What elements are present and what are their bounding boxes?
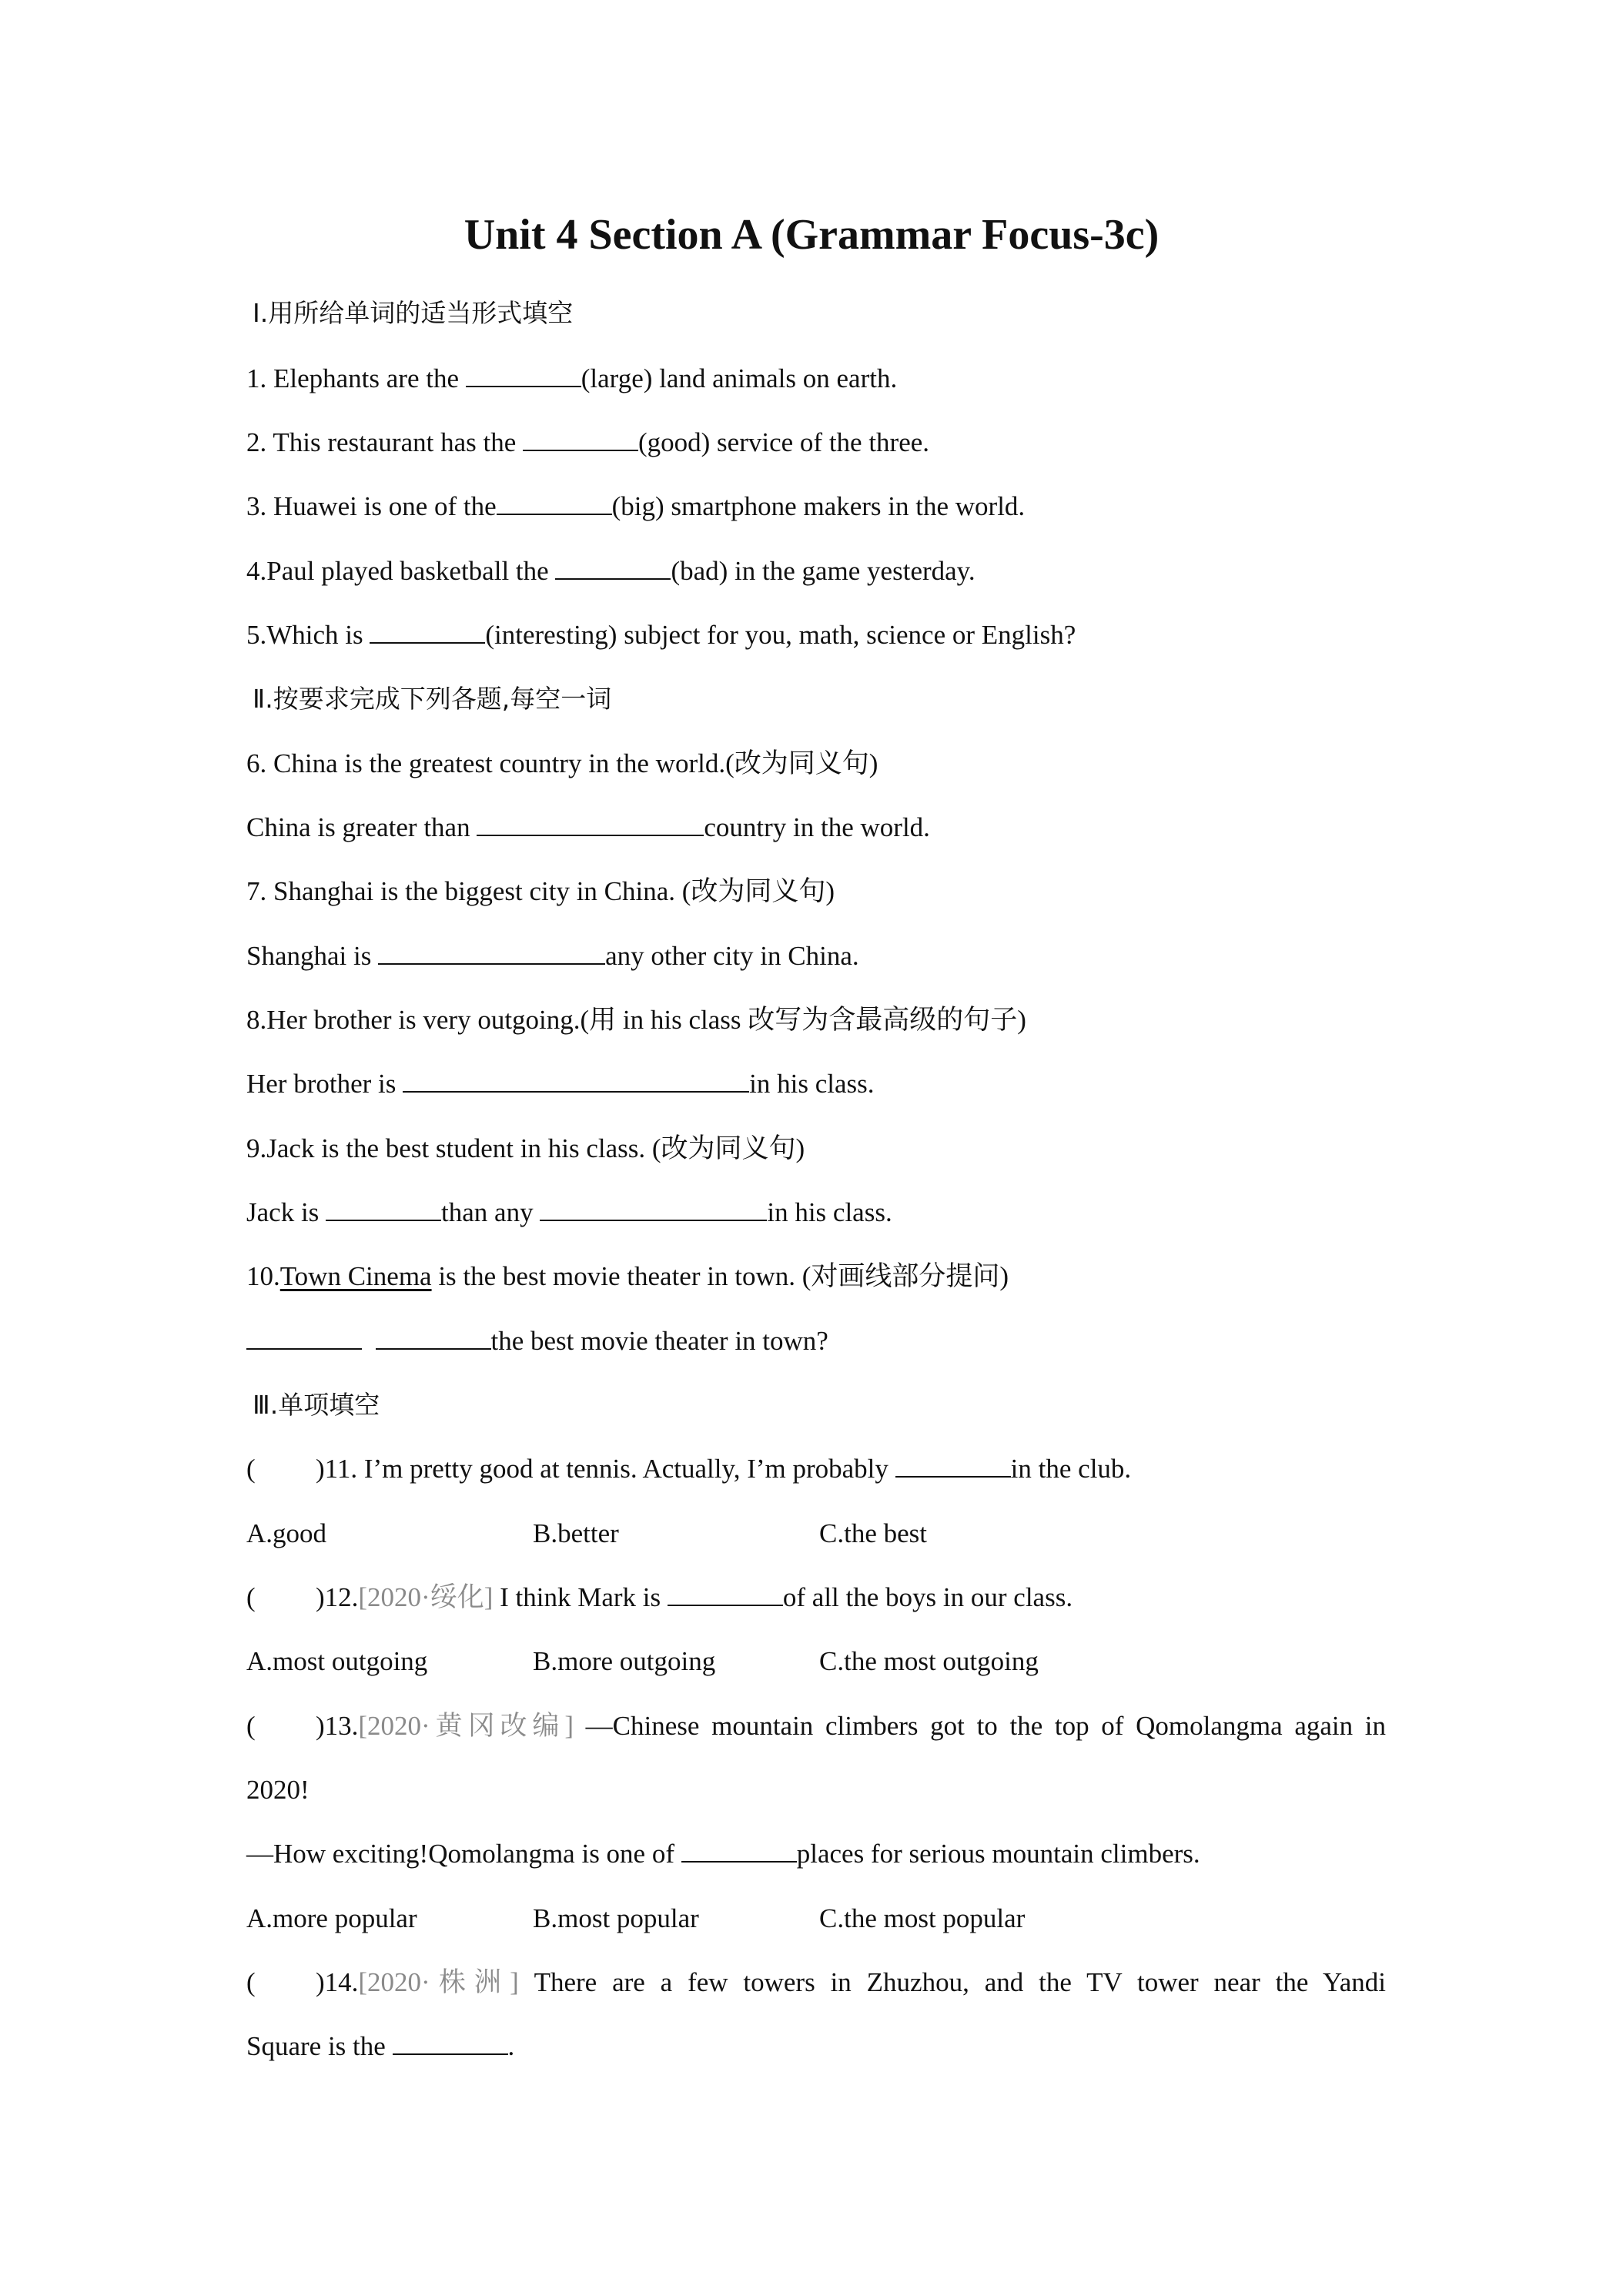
option-b[interactable]: B.better <box>533 1518 619 1548</box>
answer-blank[interactable] <box>378 939 605 965</box>
question-8-prompt: 8.Her brother is very outgoing.(用 in his class 改写为含最高级的句子) <box>246 1005 1026 1035</box>
option-b[interactable]: B.most popular <box>533 1903 699 1933</box>
question-5: 5.Which is (interesting) subject for you, math, science or English? <box>246 616 1386 654</box>
option-a[interactable]: A.good <box>246 1518 327 1548</box>
answer-blank[interactable] <box>326 1195 441 1221</box>
option-c[interactable]: C.the best <box>819 1518 927 1548</box>
answer-blank[interactable] <box>466 361 581 387</box>
answer-paren[interactable]: ( <box>246 1582 256 1612</box>
question-10-answer: the best movie theater in town? <box>246 1322 1386 1361</box>
question-9-prompt: 9.Jack is the best student in his class. (改为同义句) <box>246 1133 805 1163</box>
question-14-cont: Square is the . <box>246 2027 1386 2066</box>
question-8-answer: Her brother is in his class. <box>246 1065 1386 1103</box>
answer-blank[interactable] <box>681 1836 797 1863</box>
answer-paren[interactable]: ( <box>246 1967 256 1997</box>
question-13-options <box>246 1899 1386 1938</box>
question-6-answer: China is greater than country in the world. <box>246 808 1386 847</box>
answer-blank[interactable] <box>370 618 485 644</box>
question-10-prompt: 10.Town Cinema is the best movie theater in town. (对画线部分提问) <box>246 1261 1009 1291</box>
question-13: ( )13.[2020·黄冈改编] —Chinese mountain climbers got to the top of Qomolangma again in <box>246 1707 1386 1745</box>
question-9-answer: Jack is than any in his class. <box>246 1193 1386 1232</box>
question-7-prompt: 7. Shanghai is the biggest city in China. (改为同义句) <box>246 876 835 906</box>
option-a[interactable]: A.more popular <box>246 1903 417 1933</box>
section-heading-1: Ⅰ.用所给单词的适当形式填空 <box>253 298 574 328</box>
answer-blank[interactable] <box>497 489 612 515</box>
underlined-phrase: Town Cinema <box>279 1261 432 1291</box>
section-heading-3: Ⅲ.单项填空 <box>253 1390 380 1420</box>
question-3: 3. Huawei is one of the (big) smartphone makers in the world. <box>246 487 1386 526</box>
option-a[interactable]: A.most outgoing <box>246 1646 428 1676</box>
question-11: ( )11. I’m pretty good at tennis. Actually, I’m probably in the club. <box>246 1450 1386 1488</box>
answer-blank[interactable] <box>555 554 671 580</box>
source-tag: [2020·黄冈改编] <box>358 1711 574 1741</box>
answer-blank[interactable] <box>668 1580 783 1606</box>
question-12-options <box>246 1642 1386 1681</box>
question-13-cont: 2020! <box>246 1775 310 1805</box>
question-2: 2. This restaurant has the (good) service of the three. <box>246 423 1386 462</box>
answer-paren[interactable]: ( <box>246 1711 256 1741</box>
question-13-reply: —How exciting!Qomolangma is one of places for serious mountain climbers. <box>246 1835 1386 1873</box>
answer-blank[interactable] <box>403 1066 749 1093</box>
answer-blank[interactable] <box>523 425 638 451</box>
section-heading-2: Ⅱ.按要求完成下列各题,每空一词 <box>253 684 612 714</box>
answer-blank[interactable] <box>393 2029 508 2055</box>
answer-blank[interactable] <box>540 1195 767 1221</box>
question-7-answer: Shanghai is any other city in China. <box>246 937 1386 976</box>
question-12: ( )12.[2020·绥化] I think Mark is of all the boys in our class. <box>246 1578 1386 1617</box>
question-14: ( )14.[2020·株洲] There are a few towers in Zhuzhou, and the TV tower near the Yandi <box>246 1963 1386 2002</box>
answer-paren[interactable]: ( <box>246 1454 256 1484</box>
source-tag: [2020·株洲] <box>358 1967 519 1997</box>
page-title: Unit 4 Section A (Grammar Focus-3c) <box>463 211 1160 259</box>
option-c[interactable]: C.the most outgoing <box>819 1646 1039 1676</box>
answer-blank[interactable] <box>246 1324 362 1350</box>
option-c[interactable]: C.the most popular <box>819 1903 1026 1933</box>
answer-blank[interactable] <box>895 1451 1011 1478</box>
answer-blank[interactable] <box>477 810 704 836</box>
question-6-prompt: 6. China is the greatest country in the world.(改为同义句) <box>246 748 878 778</box>
question-4: 4.Paul played basketball the (bad) in the game yesterday. <box>246 552 1386 591</box>
question-1: 1. Elephants are the (large) land animals on earth. <box>246 360 1386 398</box>
source-tag: [2020·绥化] <box>358 1582 494 1612</box>
option-b[interactable]: B.more outgoing <box>533 1646 716 1676</box>
answer-blank[interactable] <box>376 1324 491 1350</box>
question-11-options <box>246 1514 1386 1553</box>
